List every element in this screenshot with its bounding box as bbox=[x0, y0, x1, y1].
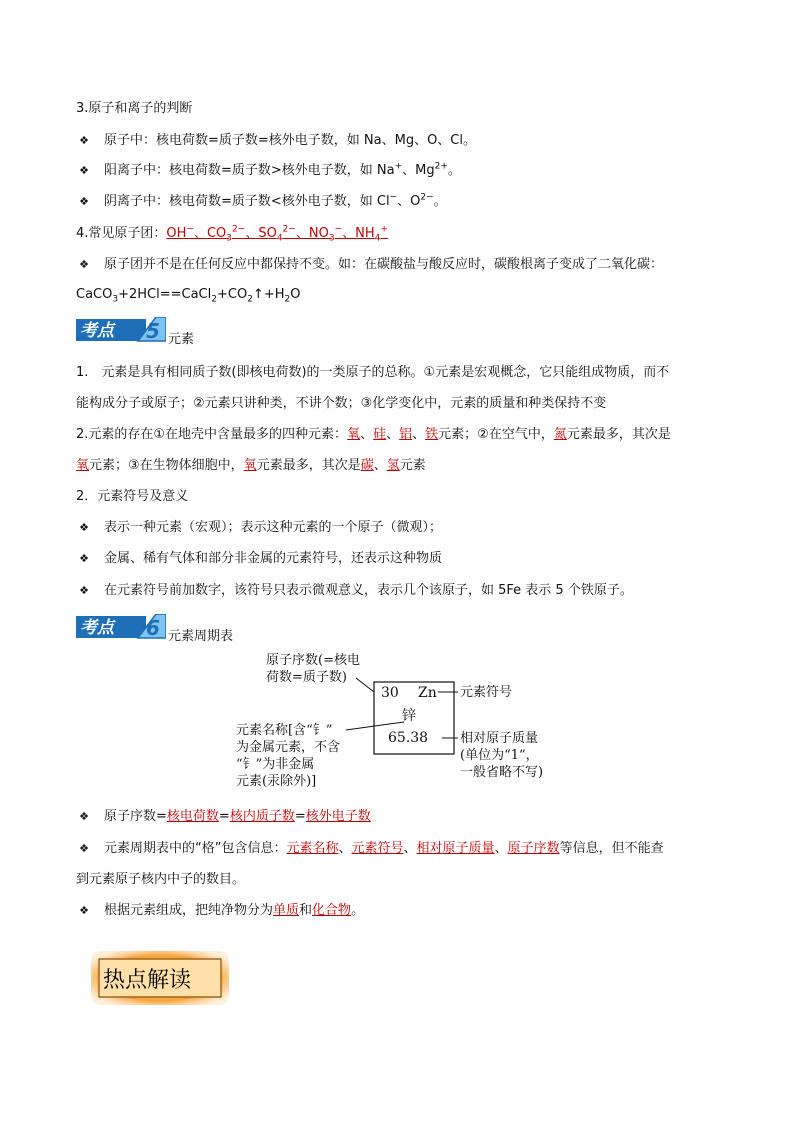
kaodian6-item-2: 元素周期表中的“格”包含信息：元素名称、元素符号、相对原子质量、原子序数等信息，但不能查 bbox=[104, 841, 664, 856]
section3-item-3: 阴离子中：核电荷数=质子数<核外电子数，如 Cl−、$O^{2-}$。 bbox=[104, 192, 447, 209]
diagram-label-atomic-number-1: 原子序数(=核电 bbox=[266, 653, 360, 668]
kaodian-5-badge-number: 5 bbox=[146, 319, 160, 343]
section4-heading: 4.常见原子团：OH−、$CO_3^{2-}$、$SO_4^{2-}$、$NO_3^-$、$NH_4^+$ bbox=[76, 224, 388, 244]
kaodian6-item-3: 根据元素组成，把纯净物分为单质和化合物。 bbox=[104, 903, 365, 918]
kaodian-6-title: 元素周期表 bbox=[168, 629, 234, 644]
bullet-icon: ❖ bbox=[79, 842, 89, 855]
diagram-label-symbol: 元素符号 bbox=[460, 685, 513, 700]
kaodian-6-badge-icon bbox=[76, 614, 166, 640]
diagram-label-mass-3: 一般省略不写) bbox=[460, 765, 544, 780]
chemical-equation: $CaCO_3+2HCl==CaCl_2+CO_2↑+H_2O$ bbox=[76, 287, 301, 305]
hot-topic-text: 热点解读 bbox=[103, 968, 192, 993]
bullet-icon: ❖ bbox=[79, 258, 89, 271]
bullet-icon: ❖ bbox=[79, 521, 89, 534]
kaodian5-p3-item-1: 表示一种元素（宏观）；表示这种元素的一个原子（微观）； bbox=[104, 520, 443, 535]
section4-note: 原子团并不是在任何反应中都保持不变。如：在碳酸盐与酸反应时，碳酸根离子变成了二氧化碳： bbox=[104, 257, 664, 272]
diagram-label-name-4: 元素(汞除外)] bbox=[236, 774, 317, 789]
group-so4: $SO_4^{2-}$ bbox=[258, 224, 296, 244]
kaodian5-p1-line2: 能构成分子或原子；②元素只讲种类，不讲个数；③化学变化中，元素的质量和种类保持不变 bbox=[76, 396, 607, 411]
group-no3: $NO_3^-$ bbox=[308, 224, 343, 244]
kaodian5-p2-line2: 氧元素；③在生物体细胞中，氧元素最多，其次是碳、氢元素 bbox=[76, 458, 426, 473]
diagram-number: 30 bbox=[381, 685, 399, 701]
kaodian5-p3-item-2: 金属、稀有气体和部分非金属的元素符号，还表示这种物质 bbox=[104, 551, 443, 566]
group-nh4: $NH_4^+$ bbox=[355, 224, 388, 244]
kaodian5-p2-line1: 2.元素的存在①在地壳中含量最多的四种元素：氧、硅、铝、铁元素；②在空气中，氮元素最多，其次是 bbox=[76, 427, 671, 442]
diagram-label-mass-2: (单位为“1”， bbox=[460, 748, 539, 763]
bullet-icon: ❖ bbox=[79, 164, 89, 177]
hot-topic-badge bbox=[89, 949, 231, 1007]
kaodian6-item-1: 原子序数=核电荷数=核内质子数=核外电子数 bbox=[104, 809, 371, 824]
bullet-icon: ❖ bbox=[79, 552, 89, 565]
kaodian-5-title: 元素 bbox=[168, 332, 195, 347]
kaodian5-p3-heading: 2．元素符号及意义 bbox=[76, 489, 189, 504]
kaodian5-p3-item-3: 在元素符号前加数字，该符号只表示微观意义，表示几个该原子，如 5Fe 表示 5 个铁原子。 bbox=[104, 583, 633, 598]
diagram-label-atomic-number-2: 荷数=质子数) bbox=[266, 670, 347, 685]
section3-item-1: 原子中：核电荷数=质子数=核外电子数，如 Na、Mg、O、Cl。 bbox=[104, 133, 476, 148]
diagram-label-mass-1: 相对原子质量 bbox=[460, 731, 539, 746]
kaodian6-item-2-line2: 到元素原子核内中子的数目。 bbox=[76, 872, 246, 887]
bullet-icon: ❖ bbox=[79, 584, 89, 597]
kaodian5-p1-line1: 1. 元素是具有相同质子数(即核电荷数)的一类原子的总称。①元素是宏观概念，它只能组成物质，而不 bbox=[76, 365, 670, 380]
kaodian-5-badge-icon bbox=[76, 317, 166, 343]
bullet-icon: ❖ bbox=[79, 810, 89, 823]
diagram-label-name-2: 为金属元素，不含 bbox=[236, 740, 341, 755]
diagram-symbol: Zn bbox=[418, 685, 437, 701]
kaodian-6-badge-text: 考点 bbox=[80, 618, 114, 638]
group-oh: OH− bbox=[166, 224, 194, 241]
periodic-cell-diagram bbox=[236, 652, 566, 789]
kaodian-5-badge-text: 考点 bbox=[80, 321, 114, 341]
group-co3: $CO_3^{2-}$ bbox=[206, 224, 246, 244]
section3-item-2: 阳离子中：核电荷数=质子数>核外电子数，如 Na+、$Mg^{2+}$。 bbox=[104, 161, 461, 178]
diagram-label-name-3: “钅”为非金属 bbox=[236, 757, 315, 772]
diagram-element-name: 锌 bbox=[402, 708, 416, 724]
bullet-icon: ❖ bbox=[79, 904, 89, 917]
diagram-mass: 65.38 bbox=[388, 730, 429, 746]
diagram-label-name-1: 元素名称[含“钅” bbox=[236, 723, 333, 738]
bullet-icon: ❖ bbox=[79, 195, 89, 208]
kaodian-6-badge-number: 6 bbox=[146, 616, 160, 640]
bullet-icon: ❖ bbox=[79, 134, 89, 147]
section3-heading: 3.原子和离子的判断 bbox=[76, 101, 193, 116]
